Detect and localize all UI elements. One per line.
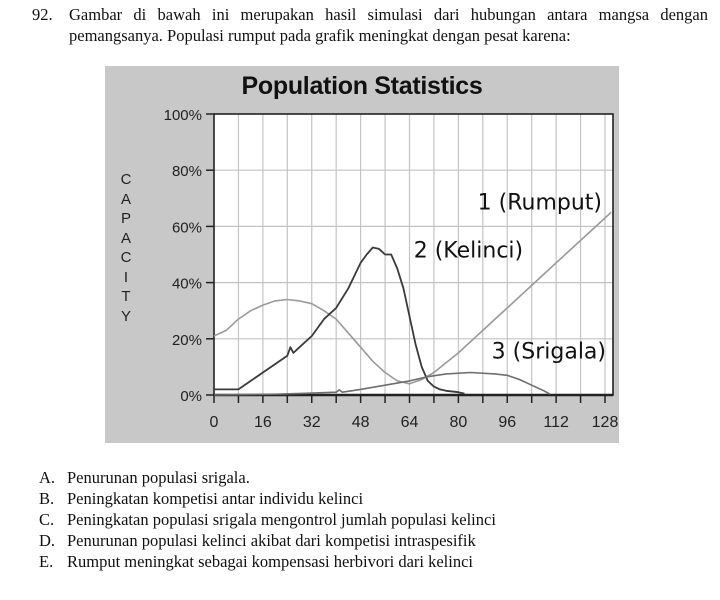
y-tick-label: 100%	[163, 107, 202, 124]
label-kelinci: 2 (Kelinci)	[413, 238, 524, 264]
y-axis-label-letter: C	[120, 171, 132, 188]
question	[32, 4, 708, 46]
option-e[interactable]: E. Rumput meningkat sebagai kompensasi herbivori dari kelinci	[39, 552, 473, 571]
population-chart	[105, 66, 619, 443]
x-tick-label: 112	[543, 414, 569, 431]
label-srigala: 3 (Srigala)	[491, 339, 606, 365]
label-rumput: 1 (Rumput)	[477, 190, 602, 216]
question-text-line2: pemangsanya. Populasi rumput pada grafik meningkat dengan pesat karena:	[69, 26, 571, 45]
y-axis-label-letter: Y	[120, 307, 131, 325]
y-axis-label-letter: T	[121, 288, 131, 305]
y-axis-label-letter: C	[120, 249, 132, 266]
y-tick-label: 80%	[171, 163, 202, 181]
chart-plot-area	[105, 66, 619, 443]
y-axis-label-letter: I	[123, 268, 129, 286]
y-axis-label-letter: A	[120, 190, 131, 208]
x-tick-label: 64	[400, 414, 419, 431]
x-tick-label: 32	[302, 414, 321, 431]
y-tick-label: 40%	[171, 275, 202, 293]
y-tick-label: 0%	[180, 388, 202, 405]
x-tick-label: 80	[449, 414, 468, 431]
option-b[interactable]: B. Peningkatan kompetisi antar individu kelinci	[39, 489, 364, 508]
option-c[interactable]: C. Peningkatan populasi srigala mengontrol jumlah populasi kelinci	[39, 510, 496, 529]
x-tick-label: 48	[351, 414, 370, 431]
x-tick-label: 128	[591, 414, 619, 431]
answer-options	[39, 467, 496, 572]
x-tick-label: 0	[209, 414, 219, 431]
y-axis-label-letter: A	[120, 229, 131, 247]
option-d[interactable]: D. Penurunan populasi kelinci akibat dari kompetisi intraspesifik	[39, 531, 476, 550]
x-tick-label: 16	[253, 414, 272, 431]
y-tick-label: 60%	[171, 219, 202, 237]
question-number: 92.	[32, 5, 53, 24]
y-axis-label-letter: P	[120, 210, 131, 227]
chart-title: Population Statistics	[241, 72, 483, 100]
option-a[interactable]: A. Penurunan populasi srigala.	[39, 468, 250, 487]
x-tick-label: 96	[498, 414, 517, 431]
question-text-line1: Gambar di bawah ini merupakan hasil simulasi dari hubungan antara mangsa dengan	[69, 5, 708, 24]
y-axis-label	[119, 170, 133, 326]
y-tick-label: 20%	[171, 331, 202, 349]
